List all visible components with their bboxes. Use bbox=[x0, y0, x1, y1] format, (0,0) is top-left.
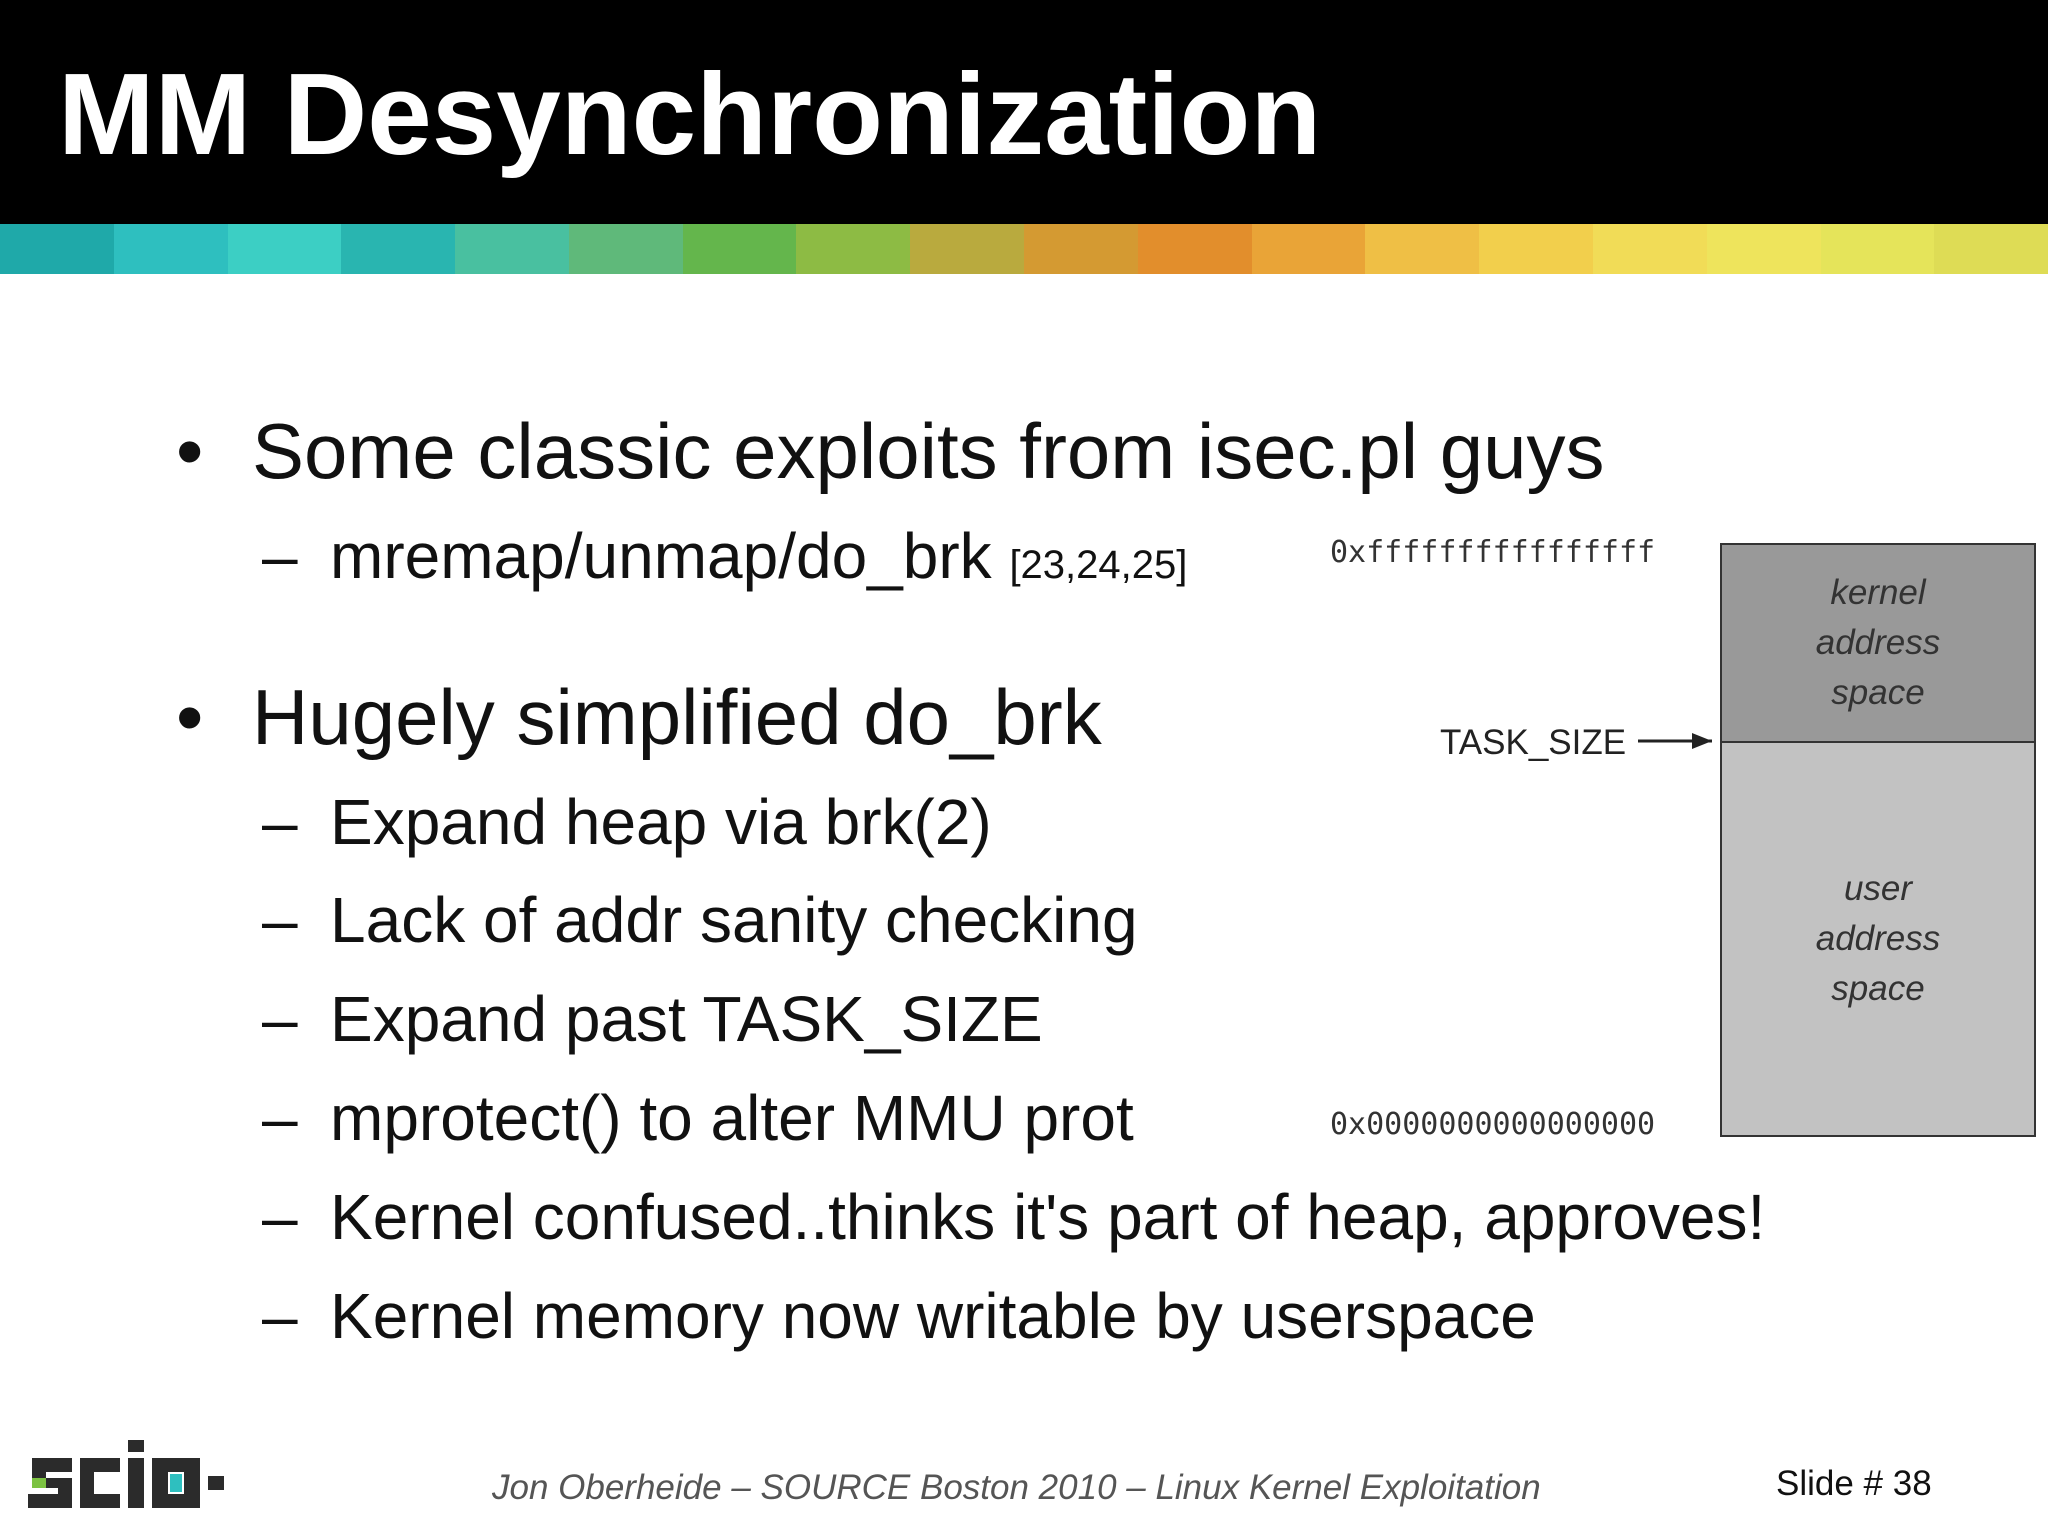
stripe-segment bbox=[1138, 224, 1252, 274]
user-region-line-1: user bbox=[1843, 869, 1913, 908]
sub-bullet-text: Expand past TASK_SIZE bbox=[330, 983, 1043, 1055]
sub-bullet-1 bbox=[262, 520, 1188, 592]
sub-bullet-marker: – bbox=[262, 1280, 298, 1352]
user-address-space bbox=[1720, 741, 2036, 1137]
footer-text: Jon Oberheide – SOURCE Boston 2010 – Linux Kernel Exploitation bbox=[492, 1468, 1541, 1507]
stripe-segment bbox=[1934, 224, 2048, 274]
bottom-address-label: 0x0000000000000000 bbox=[1330, 1107, 1656, 1142]
stripe-segment bbox=[1821, 224, 1935, 274]
sub-bullet-text: Kernel confused..thinks it's part of heap, approves! bbox=[330, 1181, 1766, 1253]
user-region-line-2: address bbox=[1815, 919, 1941, 958]
sub-bullet-marker: – bbox=[262, 884, 298, 956]
stripe-segment bbox=[796, 224, 910, 274]
task-size-arrow-icon bbox=[1636, 726, 1716, 756]
bullet-1 bbox=[176, 407, 1605, 495]
stripe-segment bbox=[1479, 224, 1593, 274]
bullet-marker: • bbox=[176, 673, 204, 761]
stripe-segment bbox=[1252, 224, 1366, 274]
sub-bullet-text: mprotect() to alter MMU prot bbox=[330, 1082, 1134, 1154]
stripe-segment bbox=[569, 224, 683, 274]
kernel-region-line-3: space bbox=[1831, 673, 1925, 712]
sub-bullet-marker: – bbox=[262, 1181, 298, 1253]
stripe-segment bbox=[683, 224, 797, 274]
sub-bullet-marker: – bbox=[262, 1082, 298, 1154]
sub-bullet-text: Expand heap via brk(2) bbox=[330, 786, 992, 858]
slide-title: MM Desynchronization bbox=[58, 49, 1322, 179]
stripe-segment bbox=[114, 224, 228, 274]
bullet-text: Hugely simplified do_brk bbox=[252, 673, 1102, 761]
user-region-line-3: space bbox=[1831, 969, 1925, 1008]
kernel-address-space bbox=[1720, 543, 2036, 743]
stripe-segment bbox=[910, 224, 1024, 274]
stripe-segment bbox=[1707, 224, 1821, 274]
bullet-marker: • bbox=[176, 407, 204, 495]
sub-bullet-4 bbox=[262, 983, 1043, 1055]
sub-bullet-3 bbox=[262, 884, 1138, 956]
kernel-region-line-1: kernel bbox=[1830, 573, 1926, 612]
stripe-segment bbox=[1024, 224, 1138, 274]
stripe-segment bbox=[228, 224, 342, 274]
title-bar bbox=[0, 0, 2048, 224]
task-size-label: TASK_SIZE bbox=[1440, 723, 1627, 762]
sub-bullet-6 bbox=[262, 1181, 1766, 1253]
sub-bullet-marker: – bbox=[262, 983, 298, 1055]
bullet-text: Some classic exploits from isec.pl guys bbox=[252, 407, 1605, 495]
sub-bullet-7 bbox=[262, 1280, 1536, 1352]
sub-bullet-5 bbox=[262, 1082, 1134, 1154]
sub-bullet-marker: – bbox=[262, 786, 298, 858]
stripe-segment bbox=[341, 224, 455, 274]
slide-number: Slide # 38 bbox=[1776, 1464, 1932, 1503]
stripe-segment bbox=[1593, 224, 1707, 274]
stripe-segment bbox=[0, 224, 114, 274]
stripe-segment bbox=[455, 224, 569, 274]
sub-bullet-text: Kernel memory now writable by userspace bbox=[330, 1280, 1536, 1352]
sub-bullet-text: Lack of addr sanity checking bbox=[330, 884, 1138, 956]
reference-numbers: [23,24,25] bbox=[1009, 543, 1188, 587]
top-address-label: 0xffffffffffffffff bbox=[1330, 535, 1656, 570]
sub-bullet-marker: – bbox=[262, 520, 298, 592]
sub-bullet-text: mremap/unmap/do_brk bbox=[330, 520, 992, 592]
bullet-2 bbox=[176, 673, 1102, 761]
stripe-segment bbox=[1365, 224, 1479, 274]
kernel-region-line-2: address bbox=[1815, 623, 1941, 662]
color-stripe bbox=[0, 224, 2048, 274]
scio-logo bbox=[28, 1434, 248, 1514]
sub-bullet-2 bbox=[262, 786, 992, 858]
